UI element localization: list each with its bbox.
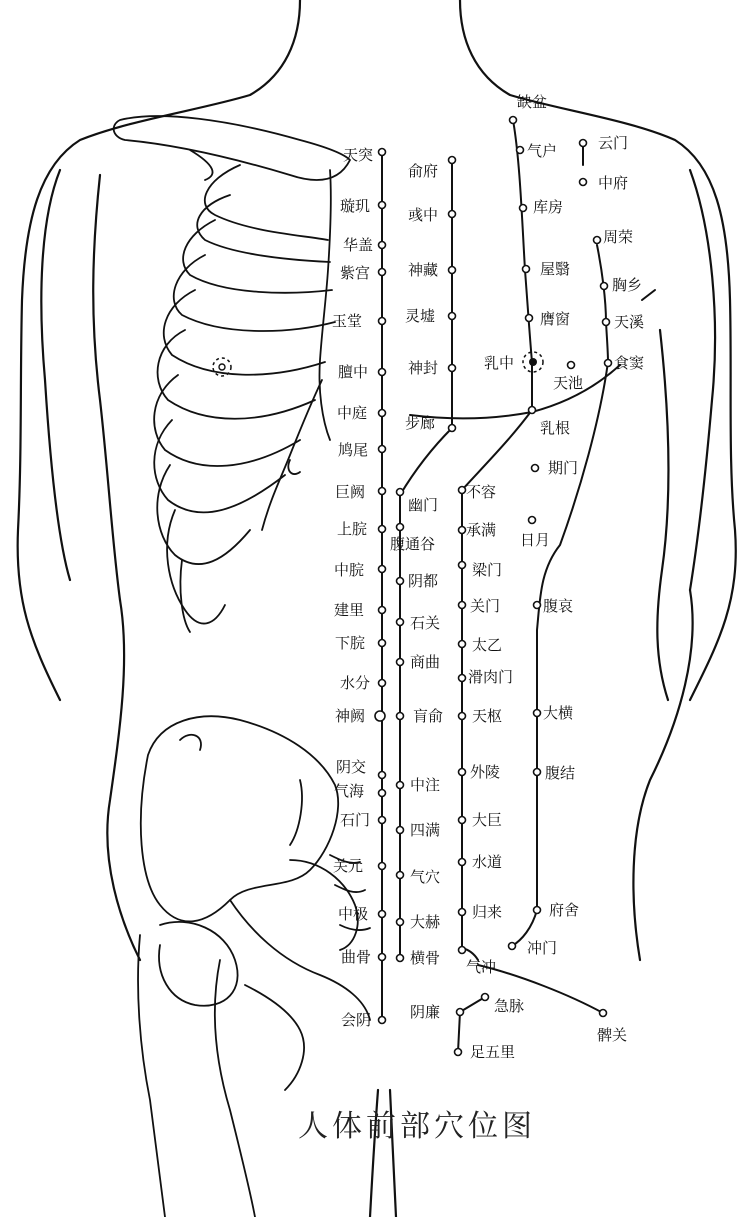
kidney-point-11 — [397, 713, 404, 720]
stomach-point-7 — [459, 487, 466, 494]
kidney-point-4 — [449, 365, 456, 372]
spleen-point-0 — [594, 237, 601, 244]
lung-point-0 — [580, 140, 587, 147]
stomach-label-5: 乳中 — [484, 354, 515, 372]
ren-label-6: 中庭 — [337, 404, 368, 422]
other-label-4: 足五里 — [470, 1043, 516, 1061]
other-label-5: 髀关 — [597, 1026, 628, 1044]
stomach-point-11 — [459, 641, 466, 648]
kidney-point-0 — [449, 157, 456, 164]
stomach-point-6 — [529, 407, 536, 414]
ren-label-15: 阴交 — [336, 758, 367, 776]
stomach-point-13 — [459, 713, 466, 720]
stomach-point-2 — [520, 205, 527, 212]
ren-label-2: 华盖 — [343, 236, 374, 254]
kidney-point-13 — [397, 827, 404, 834]
kidney-label-6: 幽门 — [408, 496, 439, 514]
spleen-label-9: 冲门 — [527, 939, 558, 957]
kidney-label-11: 肓俞 — [413, 707, 444, 725]
lung-label-1: 中府 — [598, 174, 629, 192]
stomach-label-0: 缺盆 — [517, 93, 548, 111]
kidney-label-7: 腹通谷 — [390, 535, 436, 553]
stomach-label-7: 不容 — [466, 483, 497, 501]
kidney-point-5 — [449, 425, 456, 432]
ren-label-20: 曲骨 — [341, 948, 372, 966]
spleen-point-5 — [534, 602, 541, 609]
other-points — [410, 459, 627, 1061]
other-label-0: 期门 — [548, 459, 579, 477]
kidney-point-16 — [397, 955, 404, 962]
ren-point-1 — [379, 202, 386, 209]
spleen-point-8 — [534, 907, 541, 914]
spleen-point-6 — [534, 710, 541, 717]
kidney-point-9 — [397, 619, 404, 626]
kidney-label-9: 石关 — [410, 614, 441, 632]
other-point-1 — [529, 517, 536, 524]
stomach-label-1: 气户 — [527, 142, 558, 160]
stomach-point-1 — [517, 147, 524, 154]
ren-label-13: 水分 — [340, 674, 371, 692]
spleen-label-7: 腹结 — [545, 764, 576, 782]
spleen-label-6: 大横 — [543, 704, 574, 722]
stomach-point-14 — [459, 769, 466, 776]
other-point-4 — [455, 1049, 462, 1056]
stomach-point-4 — [526, 315, 533, 322]
ren-label-0: 天突 — [343, 146, 374, 164]
stomach-label-10: 关门 — [470, 597, 501, 615]
ren-point-2 — [379, 242, 386, 249]
kidney-point-2 — [449, 267, 456, 274]
ren-label-17: 石门 — [340, 811, 371, 829]
lung-point-1 — [580, 179, 587, 186]
stomach-label-9: 梁门 — [472, 561, 503, 579]
lung-label-0: 云门 — [598, 134, 629, 152]
spleen-point-7 — [534, 769, 541, 776]
stomach-label-18: 气冲 — [466, 958, 497, 976]
ren-meridian — [332, 146, 386, 1029]
kidney-label-3: 灵墟 — [405, 307, 436, 325]
stomach-point-12 — [459, 675, 466, 682]
stomach-label-2: 库房 — [533, 198, 564, 216]
ren-point-18 — [379, 863, 386, 870]
spleen-label-1: 胸乡 — [612, 276, 643, 294]
kidney-point-3 — [449, 313, 456, 320]
spleen-point-9 — [509, 943, 516, 950]
kidney-label-1: 彧中 — [408, 206, 439, 224]
stomach-label-11: 太乙 — [472, 636, 503, 654]
kidney-label-13: 四满 — [410, 821, 441, 839]
kidney-point-6 — [397, 489, 404, 496]
ren-point-4 — [379, 318, 386, 325]
spleen-label-5: 腹哀 — [543, 597, 574, 615]
ren-label-21: 会阴 — [341, 1011, 372, 1029]
ren-point-0 — [379, 149, 386, 156]
kidney-label-5: 步廊 — [405, 414, 436, 432]
stomach-point-5 — [529, 358, 537, 366]
ren-point-9 — [379, 526, 386, 533]
body-outline — [18, 0, 736, 1217]
ren-point-15 — [379, 772, 386, 779]
ren-point-11 — [379, 607, 386, 614]
stomach-label-6: 乳根 — [540, 419, 571, 437]
stomach-point-0 — [510, 117, 517, 124]
kidney-label-16: 横骨 — [410, 949, 441, 967]
kidney-point-7 — [397, 524, 404, 531]
ren-point-14 — [375, 711, 385, 721]
stomach-point-18 — [459, 947, 466, 954]
stomach-point-10 — [459, 602, 466, 609]
spleen-label-0: 周荣 — [603, 228, 634, 246]
rib-cage — [114, 116, 350, 632]
stomach-point-16 — [459, 859, 466, 866]
spleen-label-3: 食窦 — [614, 354, 645, 372]
lung-meridian — [580, 134, 629, 192]
kidney-point-10 — [397, 659, 404, 666]
ren-point-17 — [379, 817, 386, 824]
stomach-label-14: 外陵 — [470, 763, 501, 781]
ren-label-3: 紫宫 — [340, 264, 371, 282]
ren-point-13 — [379, 680, 386, 687]
spleen-point-4 — [568, 362, 575, 369]
stomach-label-16: 水道 — [472, 853, 503, 871]
other-point-0 — [532, 465, 539, 472]
kidney-point-8 — [397, 578, 404, 585]
ren-label-11: 建里 — [334, 601, 365, 619]
spleen-point-2 — [603, 319, 610, 326]
ren-label-18: 关元 — [333, 857, 364, 875]
ren-point-6 — [379, 410, 386, 417]
diagram-title: 人体前部穴位图 — [298, 1109, 536, 1144]
ren-label-5: 膻中 — [338, 363, 369, 381]
other-point-3 — [457, 1009, 464, 1016]
other-label-1: 日月 — [520, 531, 551, 549]
stomach-label-4: 膺窗 — [540, 310, 571, 328]
stomach-label-17: 归来 — [472, 903, 503, 921]
kidney-label-10: 商曲 — [410, 653, 441, 671]
ren-label-19: 中极 — [338, 905, 369, 923]
stomach-point-8 — [459, 527, 466, 534]
stomach-point-3 — [523, 266, 530, 273]
other-label-2: 急脉 — [494, 997, 525, 1015]
ren-label-4: 玉堂 — [332, 312, 363, 330]
ren-label-1: 璇玑 — [340, 197, 371, 215]
ren-label-16: 气海 — [334, 782, 365, 800]
ren-label-10: 中脘 — [334, 561, 365, 579]
ren-point-8 — [379, 488, 386, 495]
ren-point-10 — [379, 566, 386, 573]
kidney-label-14: 气穴 — [410, 868, 441, 886]
other-point-5 — [600, 1010, 607, 1017]
spleen-point-1 — [601, 283, 608, 290]
ren-point-20 — [379, 954, 386, 961]
ren-point-16 — [379, 790, 386, 797]
stomach-point-15 — [459, 817, 466, 824]
ren-point-12 — [379, 640, 386, 647]
spleen-meridian — [509, 228, 645, 957]
stomach-label-15: 大巨 — [472, 811, 503, 829]
spleen-label-8: 府舍 — [549, 901, 580, 919]
spleen-label-4: 天池 — [553, 374, 584, 392]
stomach-point-17 — [459, 909, 466, 916]
kidney-point-12 — [397, 782, 404, 789]
ren-point-3 — [379, 269, 386, 276]
kidney-label-8: 阴都 — [408, 572, 439, 590]
stomach-meridian — [459, 93, 574, 976]
kidney-label-2: 神藏 — [408, 261, 439, 279]
kidney-point-15 — [397, 919, 404, 926]
other-point-2 — [482, 994, 489, 1001]
other-label-3: 阴廉 — [410, 1003, 441, 1021]
stomach-label-12: 滑肉门 — [468, 668, 514, 686]
stomach-label-8: 承满 — [466, 521, 497, 539]
ren-label-14: 神阙 — [335, 707, 366, 725]
stomach-label-3: 屋翳 — [540, 260, 571, 278]
ren-point-21 — [379, 1017, 386, 1024]
kidney-point-1 — [449, 211, 456, 218]
stomach-point-9 — [459, 562, 466, 569]
ren-point-7 — [379, 446, 386, 453]
ren-label-9: 上脘 — [337, 520, 368, 538]
kidney-label-15: 大赫 — [410, 913, 441, 931]
ren-label-8: 巨阙 — [335, 483, 366, 501]
kidney-label-0: 俞府 — [408, 162, 439, 180]
ren-point-19 — [379, 911, 386, 918]
ren-label-12: 下脘 — [335, 634, 366, 652]
stomach-label-13: 天枢 — [472, 707, 503, 725]
kidney-point-14 — [397, 872, 404, 879]
kidney-label-4: 神封 — [408, 359, 439, 377]
spleen-label-2: 天溪 — [614, 313, 645, 331]
spleen-point-3 — [605, 360, 612, 367]
ren-point-5 — [379, 369, 386, 376]
ren-label-7: 鸠尾 — [338, 441, 369, 459]
kidney-label-12: 中注 — [410, 776, 441, 794]
